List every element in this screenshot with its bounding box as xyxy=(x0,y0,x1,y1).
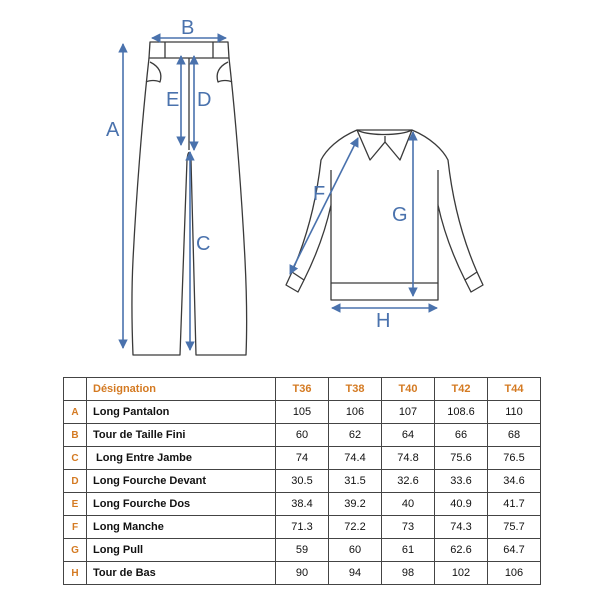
row-value: 66 xyxy=(435,424,488,447)
row-designation: Long Manche xyxy=(87,516,276,539)
sweater-sketch xyxy=(286,130,483,300)
row-letter: C xyxy=(64,447,87,470)
table-row xyxy=(64,493,541,516)
row-value: 98 xyxy=(382,562,435,585)
table-row xyxy=(64,447,541,470)
row-value: 107 xyxy=(382,401,435,424)
row-value: 64 xyxy=(382,424,435,447)
row-value: 90 xyxy=(276,562,329,585)
row-value: 75.7 xyxy=(488,516,541,539)
row-letter: B xyxy=(64,424,87,447)
row-value: 75.6 xyxy=(435,447,488,470)
row-value: 110 xyxy=(488,401,541,424)
designation-header: Désignation xyxy=(87,378,276,401)
size-chart-table-wrapper xyxy=(63,377,541,585)
label-f: F xyxy=(313,183,326,205)
row-value: 60 xyxy=(276,424,329,447)
row-value: 73 xyxy=(382,516,435,539)
row-value: 74 xyxy=(276,447,329,470)
size-header: T38 xyxy=(329,378,382,401)
table-row xyxy=(64,470,541,493)
row-value: 74.4 xyxy=(329,447,382,470)
label-b: B xyxy=(181,17,195,39)
row-value: 106 xyxy=(488,562,541,585)
row-designation: Long Fourche Dos xyxy=(87,493,276,516)
row-value: 74.8 xyxy=(382,447,435,470)
row-value: 105 xyxy=(276,401,329,424)
row-value: 31.5 xyxy=(329,470,382,493)
row-value: 76.5 xyxy=(488,447,541,470)
size-chart-table xyxy=(63,377,541,585)
row-designation: Long Fourche Devant xyxy=(87,470,276,493)
label-a: A xyxy=(106,119,120,141)
table-row xyxy=(64,562,541,585)
row-value: 32.6 xyxy=(382,470,435,493)
row-value: 59 xyxy=(276,539,329,562)
row-value: 38.4 xyxy=(276,493,329,516)
row-value: 74.3 xyxy=(435,516,488,539)
table-row xyxy=(64,539,541,562)
row-value: 33.6 xyxy=(435,470,488,493)
label-e: E xyxy=(166,89,180,111)
label-g: G xyxy=(392,204,408,226)
row-value: 62 xyxy=(329,424,382,447)
row-value: 71.3 xyxy=(276,516,329,539)
row-value: 102 xyxy=(435,562,488,585)
table-row xyxy=(64,401,541,424)
row-value: 106 xyxy=(329,401,382,424)
label-d: D xyxy=(197,89,212,111)
row-value: 68 xyxy=(488,424,541,447)
row-letter: D xyxy=(64,470,87,493)
row-value: 30.5 xyxy=(276,470,329,493)
row-letter: A xyxy=(64,401,87,424)
row-value: 64.7 xyxy=(488,539,541,562)
row-value: 108.6 xyxy=(435,401,488,424)
row-value: 60 xyxy=(329,539,382,562)
letter-column-header xyxy=(64,378,87,401)
row-designation: Long Pantalon xyxy=(87,401,276,424)
size-header: T40 xyxy=(382,378,435,401)
row-value: 40 xyxy=(382,493,435,516)
row-letter: E xyxy=(64,493,87,516)
size-header: T42 xyxy=(435,378,488,401)
row-letter: G xyxy=(64,539,87,562)
row-value: 40.9 xyxy=(435,493,488,516)
row-designation: Long Pull xyxy=(87,539,276,562)
row-value: 39.2 xyxy=(329,493,382,516)
row-letter: H xyxy=(64,562,87,585)
row-designation: Long Entre Jambe xyxy=(87,447,276,470)
row-value: 61 xyxy=(382,539,435,562)
size-header: T44 xyxy=(488,378,541,401)
label-h: H xyxy=(376,310,391,332)
row-value: 72.2 xyxy=(329,516,382,539)
label-c: C xyxy=(196,233,211,255)
table-row xyxy=(64,516,541,539)
size-header: T36 xyxy=(276,378,329,401)
row-value: 34.6 xyxy=(488,470,541,493)
row-letter: F xyxy=(64,516,87,539)
row-value: 94 xyxy=(329,562,382,585)
row-value: 41.7 xyxy=(488,493,541,516)
row-designation: Tour de Taille Fini xyxy=(87,424,276,447)
row-designation: Tour de Bas xyxy=(87,562,276,585)
row-value: 62.6 xyxy=(435,539,488,562)
table-row xyxy=(64,424,541,447)
table-header-row xyxy=(64,378,541,401)
